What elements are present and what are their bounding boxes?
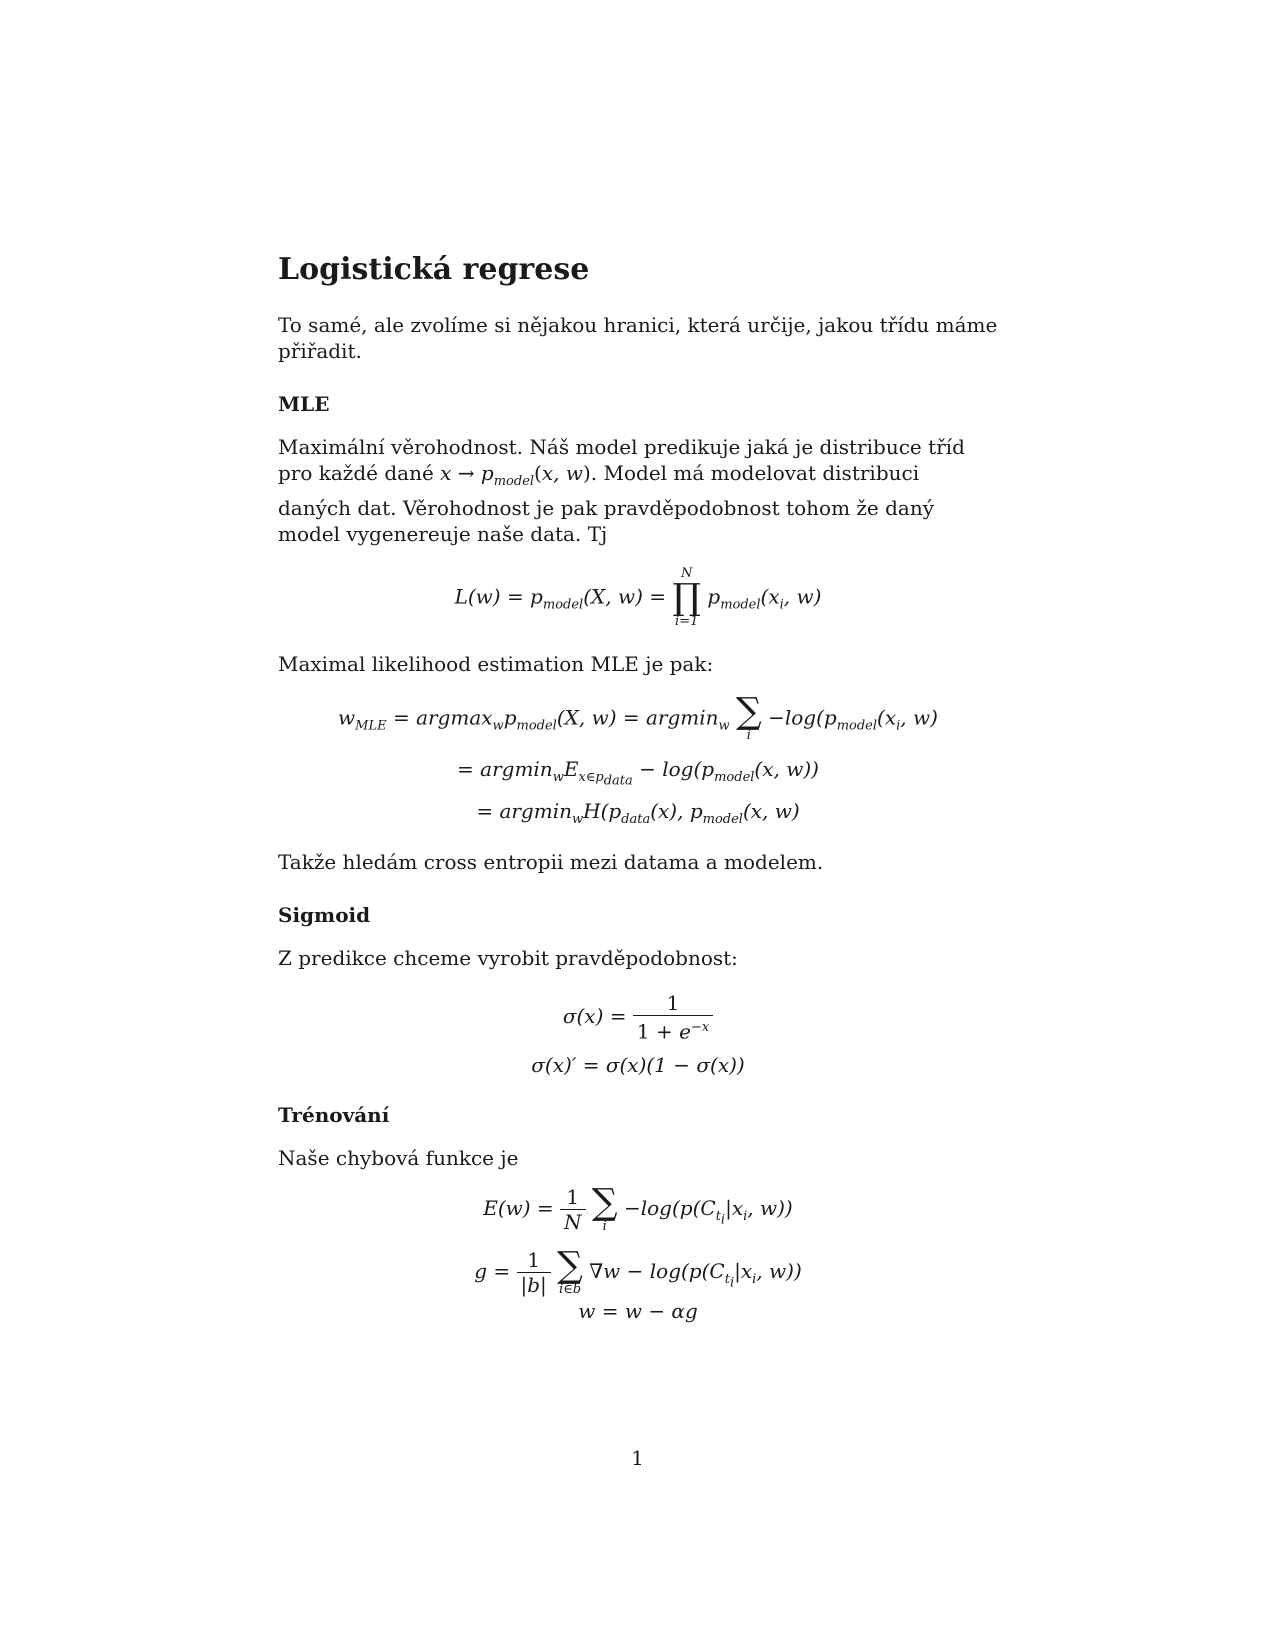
mle-estimation-paragraph: Maximal likelihood estimation MLE je pak: (278, 652, 714, 676)
equation-mle-3: = $argmin_wH(p_{data}(x)$, $p_{model}(x$, w) (476, 798, 800, 827)
equation-sigmoid-derivative: σ(x)′ = σ(x)(1 − σ(x)) (531, 1053, 745, 1078)
equation-sigmoid: σ(x) = $\frac{1}{1 + e^{-x}}$ (278, 991, 998, 1044)
section-heading-training: Trénování (278, 1103, 390, 1128)
equation-update: w = w − αg (578, 1299, 698, 1324)
equation-likelihood: $L(w) = p_{model}(X$, w) = N ∏ i=1 $p_{model}(x_i$, w) (454, 566, 822, 629)
equation-error: E(w) = $\frac{1}{N}$ ∑ i $-\log(p(C_{t_i}|x_i$, w)) (483, 1181, 793, 1235)
page-number: 1 (631, 1446, 644, 1470)
intro-paragraph: To samé, ale zvolíme si nějakou hranici, která určije, jakou třídu máme přiřadit. (278, 313, 998, 363)
equation-gradient: g = $\frac{1}{|b|}$ ∑ i∈b $\nabla w - \log(p(C_{t_i}|x_i$, w)) (474, 1244, 802, 1298)
equation-mle-2: = $argmin_wE_{x\in p_{data}} - \log(p_{model}(x$, w)) (457, 757, 819, 789)
sigmoid-paragraph: Z predikce chceme vyrobit pravděpodobnost: (278, 945, 738, 970)
section-heading-mle: MLE (278, 392, 330, 416)
section-heading-sigmoid: Sigmoid (278, 902, 371, 927)
equation-mle-1: $w_{MLE} = argmax_wp_{model}(X$, w) = argmin$_w$ ∑ i $-\log(p_{model}(x_i$, w) (338, 691, 938, 743)
training-paragraph: Naše chybová funkce je (278, 1146, 519, 1171)
page-title: Logistická regrese (278, 252, 590, 287)
page-content (278, 248, 998, 1333)
mle-paragraph: Maximální věrohodnost. Náš model predikuje jaká je distribuce tříd pro každé dané $x \to p_{model}(x$, w). Model má modelovat distribuci daných dat. Věrohodnost je pak pravděpodobnost tohom že daný model vygenereuje naše data. Tj (278, 435, 965, 546)
cross-entropy-paragraph: Takže hledám cross entropii mezi datama a modelem. (278, 849, 824, 874)
